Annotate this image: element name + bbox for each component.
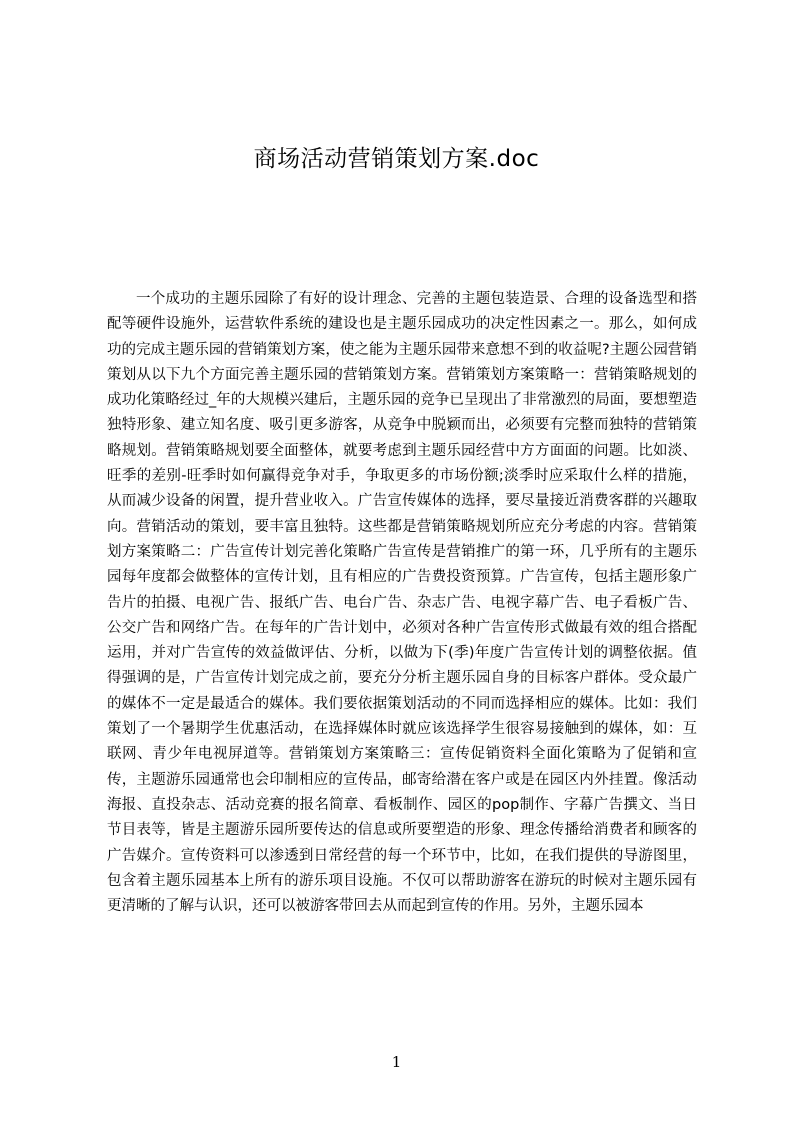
page-number: 1: [391, 1053, 402, 1071]
body-paragraph: 一个成功的主题乐园除了有好的设计理念、完善的主题包装造景、合理的设备选型和搭配等硬件设施外，运营软件系统的建设也是主题乐园成功的决定性因素之一。那么，如何成功的完成主题乐园的营销策划方案，使之能为主题乐园带来意想不到的收益呢?主题公园营销策划从以下九个方面完善主题乐园的营销策划方案。营销策划方案策略一：营销策略规划的成功化策略经过_年的大规模兴建后，主题乐园的竞争已呈现出了非常激烈的局面，要想塑造独特形象、建立知名度、吸引更多游客，从竞争中脱颖而出，必须要有完整而独特的营销策略规划。营销策略规划要全面整体，就要考虑到主题乐园经营中方方面面的问题。比如淡、旺季的差别-旺季时如何赢得竞争对手，争取更多的市场份额;淡季时应采取什么样的措施，从而减少设备的闲置，提升营业收入。广告宣传媒体的选择，要尽量接近消费客群的兴趣取向。营销活动的策划，要丰富且独特。这些都是营销策略规划所应充分考虑的内容。营销策划方案策略二：广告宣传计划完善化策略广告宣传是营销推广的第一环，几乎所有的主题乐园每年度都会做整体的宣传计划，且有相应的广告费投资预算。广告宣传，包括主题形象广告片的拍摄、电视广告、报纸广告、电台广告、杂志广告、电视字幕广告、电子看板广告、公交广告和网络广告。在每年的广告计划中，必须对各种广告宣传形式做最有效的组合搭配运用，并对广告宣传的效益做评估、分析，以做为下(季)年度广告宣传计划的调整依据。值得强调的是，广告宣传计划完成之前，要充分分析主题乐园自身的目标客户群体。受众最广的媒体不一定是最适合的媒体。我们要依据策划活动的不同而选择相应的媒体。比如：我们策划了一个暑期学生优惠活动，在选择媒体时就应该选择学生很容易接触到的媒体，如：互联网、青少年电视屏道等。营销策划方案策略三：宣传促销资料全面化策略为了促销和宣传，主题游乐园通常也会印制相应的宣传品，邮寄给潜在客户或是在园区内外挂置。像活动海报、直投杂志、活动竞赛的报名简章、看板制作、园区的pop制作、字幕广告撰文、当日节目表等，皆是主题游乐园所要传达的信息或所要塑造的形象、理念传播给消费者和顾客的广告媒介。宣传资料可以渗透到日常经营的每一个环节中，比如，在我们提供的导游图里，包含着主题乐园基本上所有的游乐项目设施。不仅可以帮助游客在游玩的时候对主题乐园有更清晰的了解与认识，还可以被游客带回去从而起到宣传的作用。另外，主题乐园本: [107, 291, 697, 915]
document-title: 商场活动营销策划方案.doc: [253, 146, 540, 172]
